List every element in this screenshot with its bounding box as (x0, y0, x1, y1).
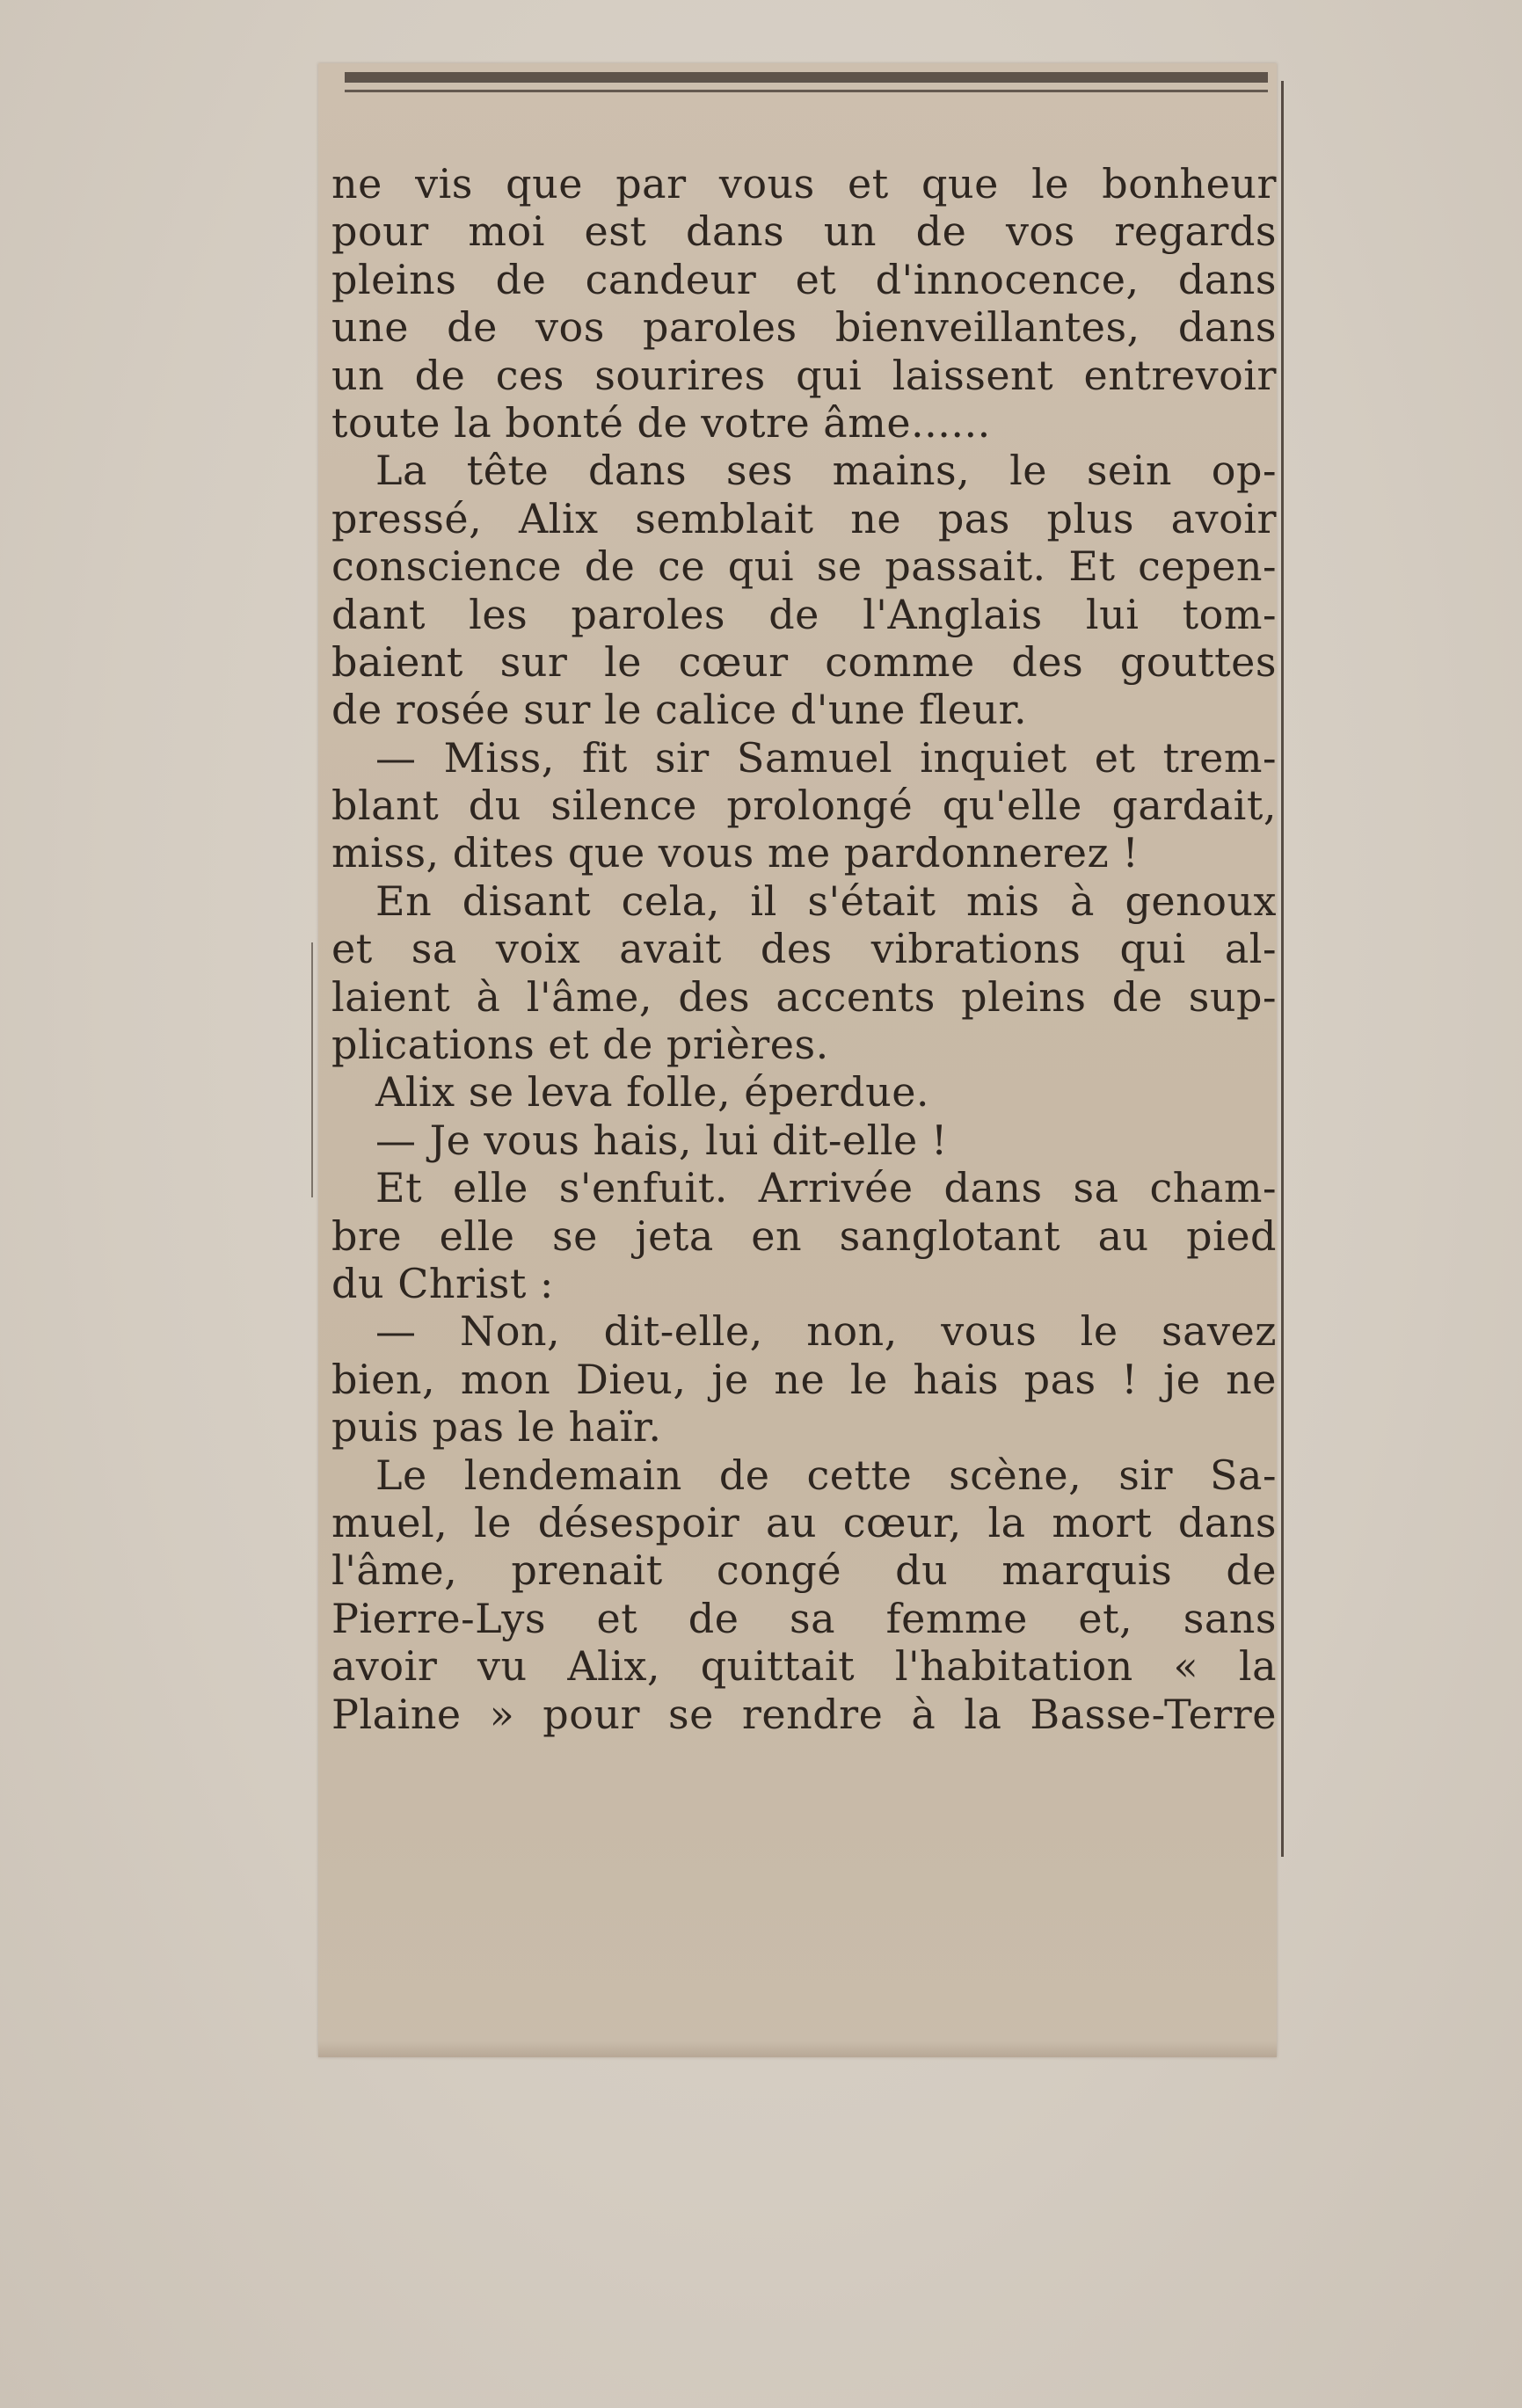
text-line: laient à l'âme, des accents pleins de sup- (331, 972, 1277, 1021)
text-line: baient sur le cœur comme des gouttes (331, 637, 1277, 686)
text-line: conscience de ce qui se passait. Et cepen- (331, 542, 1277, 591)
newspaper-clipping (318, 63, 1277, 2057)
top-rule-thin (345, 90, 1268, 92)
text-line: du Christ : (331, 1259, 554, 1307)
text-line: — Miss, fit sir Samuel inquiet et trem- (375, 733, 1277, 782)
text-line: une de vos paroles bienveillantes, dans (331, 303, 1277, 352)
text-line: bien, mon Dieu, je ne le hais pas ! je ne (331, 1355, 1277, 1403)
text-line: Plaine » pour se rendre à la Basse-Terre (331, 1690, 1277, 1738)
column-rule (1281, 81, 1284, 1857)
text-line: blant du silence prolongé qu'elle gardait, (331, 782, 1277, 830)
text-line: — Je vous hais, lui dit-elle ! (375, 1116, 948, 1164)
text-line: bre elle se jeta en sanglotant au pied (331, 1211, 1277, 1260)
text-line: Le lendemain de cette scène, sir Sa- (375, 1451, 1277, 1499)
text-line: de rosée sur le calice d'une fleur. (331, 686, 1028, 734)
text-line: l'âme, prenait congé du marquis de (331, 1546, 1277, 1595)
text-line: En disant cela, il s'était mis à genoux (375, 877, 1277, 925)
article-text (331, 160, 1277, 1738)
text-line: pleins de candeur et d'innocence, dans (331, 255, 1277, 303)
text-line: toute la bonté de votre âme...... (331, 398, 991, 447)
text-line: ne vis que par vous et que le bonheur (331, 160, 1277, 207)
text-line: pressé, Alix semblait ne pas plus avoir (331, 494, 1277, 542)
top-rule (345, 72, 1268, 83)
text-line: La tête dans ses mains, le sein op- (375, 447, 1277, 495)
text-line: avoir vu Alix, quittait l'habitation « la (331, 1642, 1277, 1691)
text-line: plications et de prières. (331, 1021, 829, 1069)
text-line: pour moi est dans un de vos regards (331, 207, 1277, 256)
text-line: puis pas le haïr. (331, 1403, 662, 1451)
left-margin-rule (311, 942, 313, 1197)
text-line: — Non, dit-elle, non, vous le savez (375, 1307, 1277, 1356)
text-line: un de ces sourires qui laissent entrevoir (331, 351, 1277, 399)
torn-bottom-edge (318, 2041, 1277, 2057)
text-line: muel, le désespoir au cœur, la mort dans (331, 1498, 1277, 1546)
text-line: miss, dites que vous me pardonnerez ! (331, 829, 1140, 877)
text-line: Et elle s'enfuit. Arrivée dans sa cham- (375, 1164, 1277, 1212)
text-line: Alix se leva folle, éperdue. (375, 1068, 930, 1117)
text-line: Pierre-Lys et de sa femme et, sans (331, 1594, 1277, 1642)
text-line: dant les paroles de l'Anglais lui tom- (331, 590, 1277, 638)
text-line: et sa voix avait des vibrations qui al- (331, 925, 1277, 973)
